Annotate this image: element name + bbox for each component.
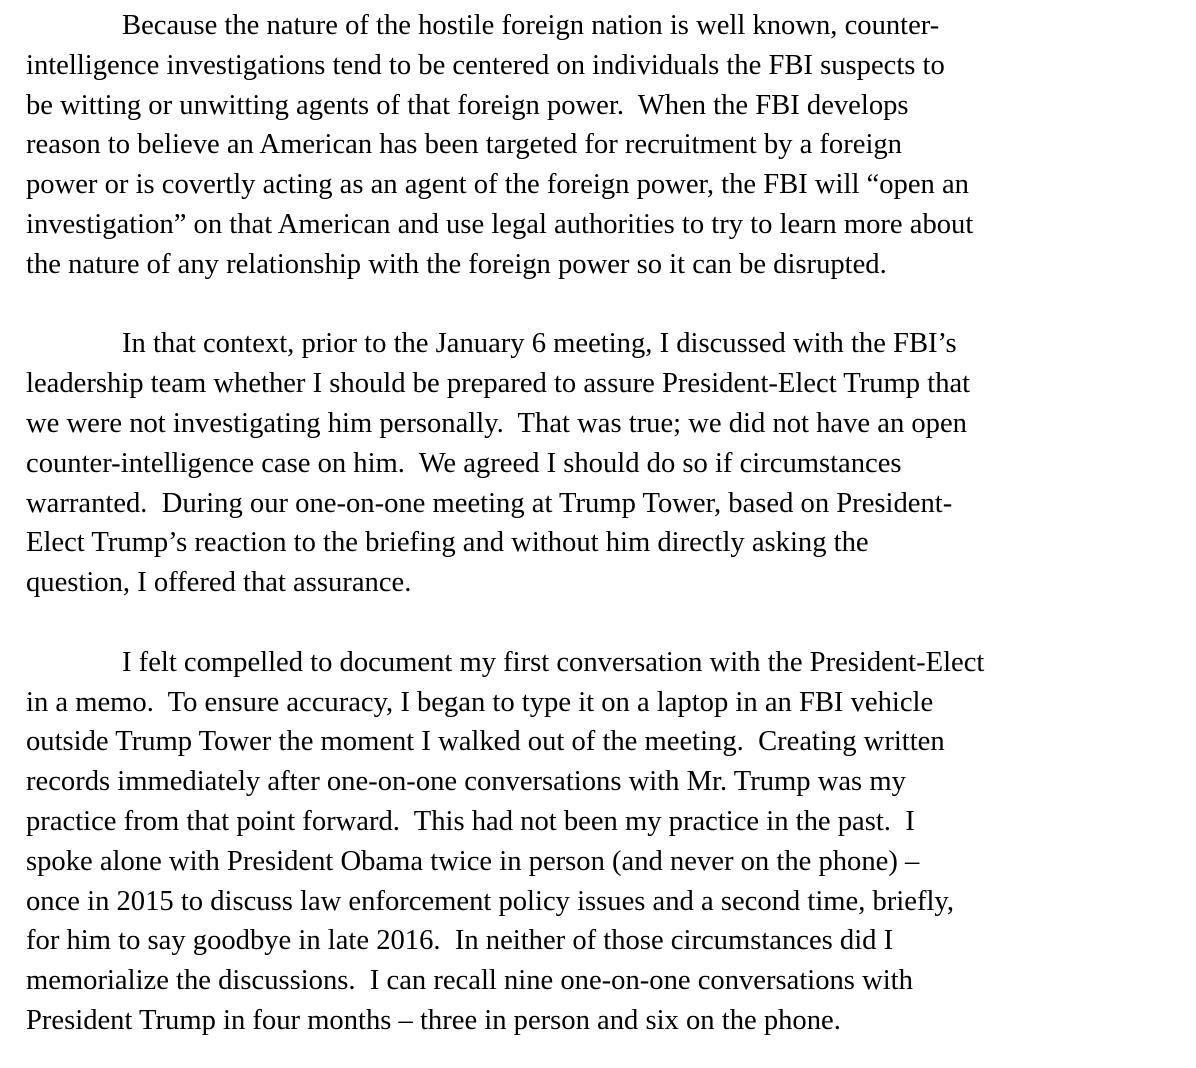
text-line: I felt compelled to document my first conversation with the President-Elect <box>122 646 985 678</box>
text-line: once in 2015 to discuss law enforcement policy issues and a second time, briefly, <box>26 885 954 917</box>
text-line: for him to say goodbye in late 2016. In neither of those circumstances did I <box>26 925 894 957</box>
text-line: intelligence investigations tend to be centered on individuals the FBI suspects to <box>26 49 945 81</box>
text-line: records immediately after one-on-one conversations with Mr. Trump was my <box>26 766 906 798</box>
document-page <box>26 6 1186 1041</box>
text-line: power or is covertly acting as an agent of the foreign power, the FBI will “open an <box>26 169 969 201</box>
text-line: Because the nature of the hostile foreign nation is well known, counter- <box>122 10 940 41</box>
text-line: reason to believe an American has been targeted for recruitment by a foreign <box>26 129 902 161</box>
text-line: the nature of any relationship with the foreign power so it can be disrupted. <box>26 248 887 280</box>
text-line: we were not investigating him personally. That was true; we did not have an open <box>26 407 967 439</box>
text-line: President Trump in four months – three in person and six on the phone. <box>26 1004 841 1036</box>
paragraph-january-meeting <box>26 324 1186 603</box>
paragraph-memo-documentation <box>26 643 1186 1041</box>
text-line: warranted. During our one-on-one meeting at Trump Tower, based on President- <box>26 487 953 519</box>
text-line: question, I offered that assurance. <box>26 567 412 599</box>
text-line: counter-intelligence case on him. We agreed I should do so if circumstances <box>26 447 902 479</box>
text-line: memorialize the discussions. I can recall nine one-on-one conversations with <box>26 965 913 997</box>
paragraph-foreign-nation <box>26 6 1186 285</box>
text-line: In that context, prior to the January 6 meeting, I discussed with the FBI’s <box>122 328 957 360</box>
text-line: spoke alone with President Obama twice in person (and never on the phone) – <box>26 845 920 877</box>
text-line: leadership team whether I should be prepared to assure President-Elect Trump that <box>26 368 971 400</box>
text-line: outside Trump Tower the moment I walked out of the meeting. Creating written <box>26 726 945 758</box>
text-line: in a memo. To ensure accuracy, I began to type it on a laptop in an FBI vehicle <box>26 686 934 718</box>
text-line: practice from that point forward. This had not been my practice in the past. I <box>26 805 915 837</box>
text-line: Elect Trump’s reaction to the briefing and without him directly asking the <box>26 527 869 559</box>
text-line: be witting or unwitting agents of that foreign power. When the FBI develops <box>26 89 909 121</box>
text-line: investigation” on that American and use legal authorities to try to learn more about <box>26 208 974 240</box>
